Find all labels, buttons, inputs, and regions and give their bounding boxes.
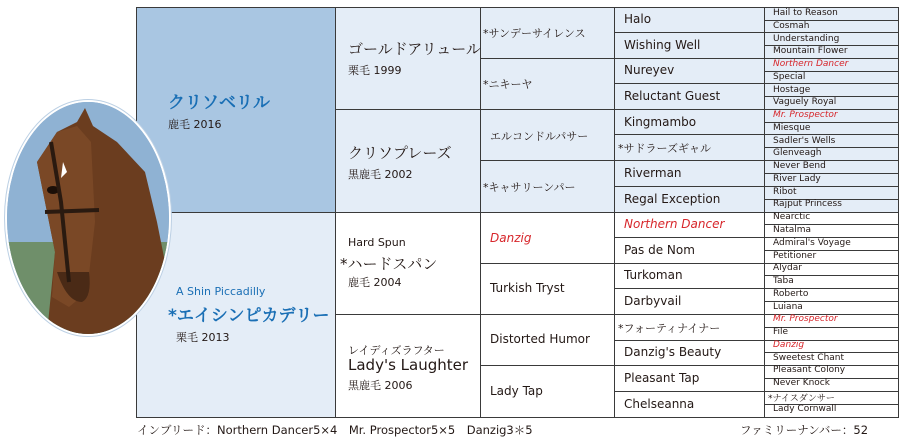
gen4-name: Wishing Well <box>624 38 701 52</box>
gen5-name: Mr. Prospector <box>773 110 838 120</box>
gen4-name: Reluctant Guest <box>624 89 721 103</box>
gen3-name: Turkish Tryst <box>490 281 565 295</box>
gen3-name: Danzig <box>490 231 532 245</box>
dam-alt-name: A Shin Piccadilly <box>176 285 266 298</box>
sire-dam-info: 黒鹿毛 2002 <box>348 168 413 181</box>
gen5-name: Lady Cornwall <box>773 404 837 414</box>
gen4-name: Halo <box>624 12 652 26</box>
gen4-name: Danzig's Beauty <box>624 345 722 359</box>
row-line-g4-6 <box>614 288 898 289</box>
gen4-name: Northern Dancer <box>624 217 725 231</box>
horse-portrait-icon <box>7 102 169 334</box>
row-line-g4-7 <box>614 340 898 341</box>
gen5-name: Petitioner <box>773 251 817 261</box>
gen5-name: Mountain Flower <box>773 46 848 56</box>
row-line-g4-3 <box>614 134 898 135</box>
gen3-name: *ニキーヤ <box>483 78 533 91</box>
gen5-name: Understanding <box>773 34 840 44</box>
dam-info: 栗毛 2013 <box>176 331 230 344</box>
dam-sire-name: *ハードスパン <box>340 255 438 273</box>
dam-name: *エイシンピカデリー <box>168 306 330 326</box>
gen4-name: Kingmambo <box>624 115 697 129</box>
dam-dam-info: 黒鹿毛 2006 <box>348 379 413 392</box>
border-right <box>898 7 899 418</box>
gen5-name: Taba <box>773 276 794 286</box>
gen3-name: Lady Tap <box>490 384 543 398</box>
row-line-g4-5 <box>614 237 898 238</box>
sire-name: ゴールドアリュール <box>348 40 481 58</box>
gen5-name: Never Bend <box>773 161 826 171</box>
horse-info: 鹿毛 2016 <box>168 118 222 131</box>
dam-sire-alt-name: Hard Spun <box>348 236 406 249</box>
row-line-g4-2 <box>614 83 898 84</box>
gen5-name: Luiana <box>773 302 803 312</box>
gen4-name: Nureyev <box>624 63 675 77</box>
gen5-name: Sadler's Wells <box>773 136 836 146</box>
row-line-g3c <box>480 263 898 264</box>
horse-portrait-image <box>5 100 171 336</box>
gen5-name: River Lady <box>773 174 821 184</box>
sire-info: 栗毛 1999 <box>348 64 402 77</box>
gen5-name: *ナイスダンサー <box>768 394 835 404</box>
gen5-name: Mr. Prospector <box>773 314 838 324</box>
gen4-name: *サドラーズギャル <box>618 142 711 155</box>
gen4-name: Turkoman <box>624 268 683 282</box>
gen5-name: Miesque <box>773 123 811 133</box>
gen5-name: Danzig <box>773 340 805 350</box>
gen5-name: Admiral's Voyage <box>773 238 851 248</box>
gen5-name: Rajput Princess <box>773 199 842 209</box>
dam-sire-info: 鹿毛 2004 <box>348 276 402 289</box>
gen5-name: Glenveagh <box>773 148 822 158</box>
gen4-name: Regal Exception <box>624 192 721 206</box>
gen5-name: Roberto <box>773 289 809 299</box>
gen4-name: *フォーティナイナー <box>618 322 721 335</box>
gen5-name: Vaguely Royal <box>773 97 837 107</box>
gen4-name: Pleasant Tap <box>624 371 700 385</box>
gen5-name: Ribot <box>773 187 797 197</box>
gen4-name: Chelseanna <box>624 397 695 411</box>
inbreed-note: インブリード：Northern Dancer5×4 Mr. Prospector5×5 Danzig3＊5 <box>137 423 533 437</box>
gen4-name: Riverman <box>624 166 682 180</box>
dam-dam-name: Lady's Laughter <box>348 356 469 374</box>
gen5-name: File <box>773 327 789 337</box>
border-bottom <box>136 417 898 418</box>
gen5-name: Sweetest Chant <box>773 353 845 363</box>
gen3-name: *キャサリーンパー <box>483 181 576 194</box>
gen5-name: Hail to Reason <box>773 8 838 18</box>
gen3-name: エルコンドルパサー <box>490 130 589 143</box>
gen5-name: Never Knock <box>773 378 830 388</box>
row-line-g3b <box>480 160 898 161</box>
sire-dam-name: クリソプレーズ <box>348 144 452 162</box>
gen5-name: Natalma <box>773 225 812 235</box>
gen5-name: Hostage <box>773 85 811 95</box>
row-line-g4-4 <box>614 186 898 187</box>
gen3-name: Distorted Humor <box>490 332 590 346</box>
gen5-name: Northern Dancer <box>773 59 849 69</box>
horse-name: クリソベリル <box>168 93 270 113</box>
gen3-name: *サンデーサイレンス <box>483 27 586 40</box>
gen4-name: Pas de Nom <box>624 243 695 257</box>
family-number: ファミリーナンバー：52 <box>740 423 869 437</box>
gen5-name: Special <box>773 72 806 82</box>
gen5-name: Alydar <box>773 263 802 273</box>
row-line-g4-8 <box>614 391 898 392</box>
row-line-g4-1 <box>614 32 898 33</box>
gen5-name: Pleasant Colony <box>773 365 846 375</box>
gen4-name: Darbyvail <box>624 294 682 308</box>
gen5-name: Nearctic <box>773 212 811 222</box>
gen5-name: Cosmah <box>773 21 810 31</box>
dam-dam-alt-name: レイディズラフター <box>348 344 445 357</box>
